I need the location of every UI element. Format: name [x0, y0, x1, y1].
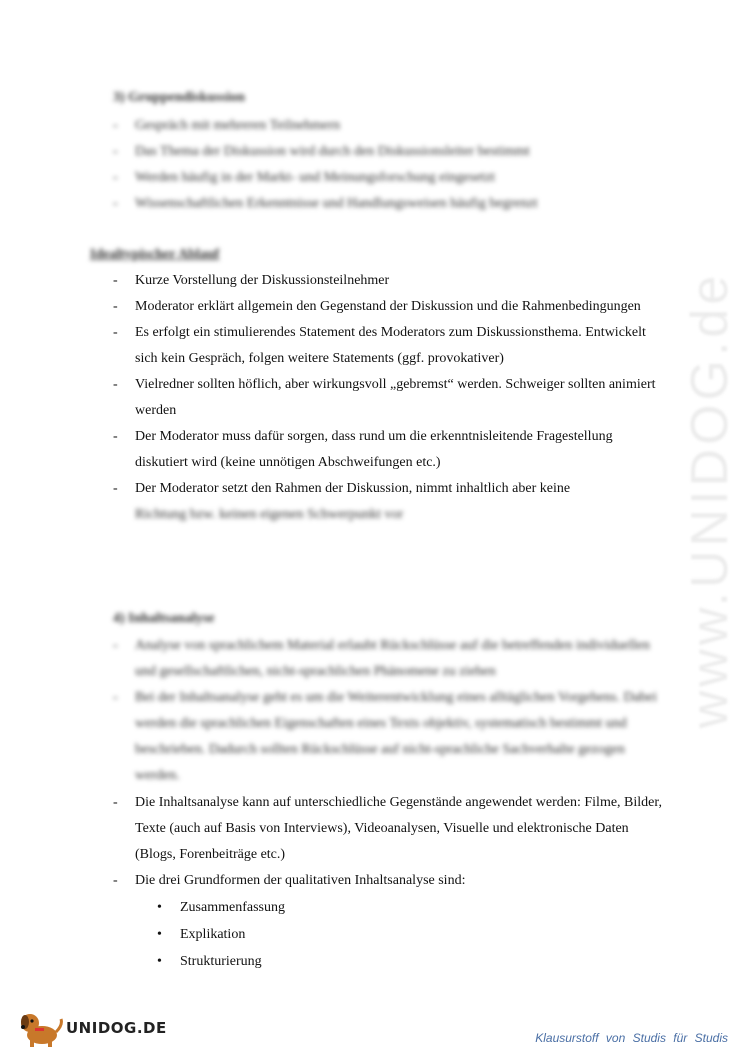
list-item: - Analyse von sprachlichem Material erlaubt Rückschlüsse auf die betreffenden individuellen und gesellschaftlichen, nicht-sprachlichen Phänomene zu ziehen — [113, 638, 650, 679]
bullet-icon: • — [157, 900, 162, 915]
list-item: - Gespräch mit mehreren Teilnehmern — [113, 118, 341, 133]
list-item: - Kurze Vorstellung der Diskussionsteilnehmer — [113, 273, 390, 288]
list-item: - Werden häufig in der Markt- und Meinungsforschung eingesetzt — [113, 170, 496, 185]
footer-logo[interactable] — [18, 1008, 167, 1048]
watermark: www.UNIDOG.de — [681, 271, 739, 729]
grundformen-list — [0, 894, 285, 975]
list-item: - Es erfolgt ein stimulierendes Statement des Moderators zum Diskussionsthema. Entwickelt sich kein Gespräch, folgen weitere Statements (ggf. provokativer) — [113, 325, 646, 366]
section-4-heading: 4) Inhaltsanalyse — [113, 611, 215, 626]
list-item: • Explikation — [0, 921, 285, 948]
list-item: - Moderator erklärt allgemein den Gegenstand der Diskussion und die Rahmenbedingungen — [113, 299, 641, 314]
section-4-blurred-list — [0, 633, 665, 789]
list-item: - Wissenschaftlichen Erkenntnisse und Handlungsweisen häufig begrenzt — [113, 196, 538, 211]
list-item: • Zusammenfassung — [0, 894, 285, 921]
section-3-list — [0, 113, 665, 217]
blurred-text: Richtung bzw. keinen eigenen Schwerpunkt vor — [135, 507, 404, 522]
section-3-heading: 3) Gruppendiskussion — [113, 90, 245, 105]
list-item: - Das Thema der Diskussion wird durch den Diskussionsleiter bestimmt — [113, 144, 530, 159]
list-item: - Die Inhaltsanalyse kann auf unterschiedliche Gegenstände angewendet werden: Filme, Bilder, Texte (auch auf Basis von Interviews), Videoanalysen, Visuelle und elektronische Daten (Blogs, Forenbeiträge etc.) — [113, 795, 662, 862]
ablauf-heading: Idealtypischer Ablauf — [90, 247, 220, 262]
list-item: - Bei der Inhaltsanalyse geht es um die Weiterentwicklung eines alltäglichen Vorgehens. Dabei werden die sprachlichen Eigenschaften eines Texts objektiv, systematisch bestimmt und beschrieben. Dadurch sollten Rückschlüsse auf nicht-sprachliche Sachverhalte gezogen werden. — [113, 690, 657, 783]
list-item: - Die drei Grundformen der qualitativen Inhaltsanalyse sind: — [113, 873, 466, 888]
logo-text: UNIDOG.DE — [66, 1019, 167, 1037]
ablauf-list — [0, 268, 665, 528]
list-item: - Vielredner sollten höflich, aber wirkungsvoll „gebremst“ werden. Schweiger sollten animiert werden — [113, 377, 656, 418]
bullet-icon: • — [157, 954, 162, 969]
footer-tagline: Klausurstoff von Studis für Studis — [535, 1031, 728, 1045]
bullet-icon: • — [157, 927, 162, 942]
section-4-list — [0, 790, 665, 894]
list-item: • Strukturierung — [0, 948, 285, 975]
list-item: - Der Moderator setzt den Rahmen der Diskussion, nimmt inhaltlich aber keine Richtung bzw. keinen eigenen Schwerpunkt vor — [113, 481, 571, 522]
list-item: - Der Moderator muss dafür sorgen, dass rund um die erkenntnisleitende Fragestellung diskutiert wird (keine unnötigen Abschweifungen etc.) — [113, 429, 613, 470]
dog-icon — [18, 1008, 64, 1048]
